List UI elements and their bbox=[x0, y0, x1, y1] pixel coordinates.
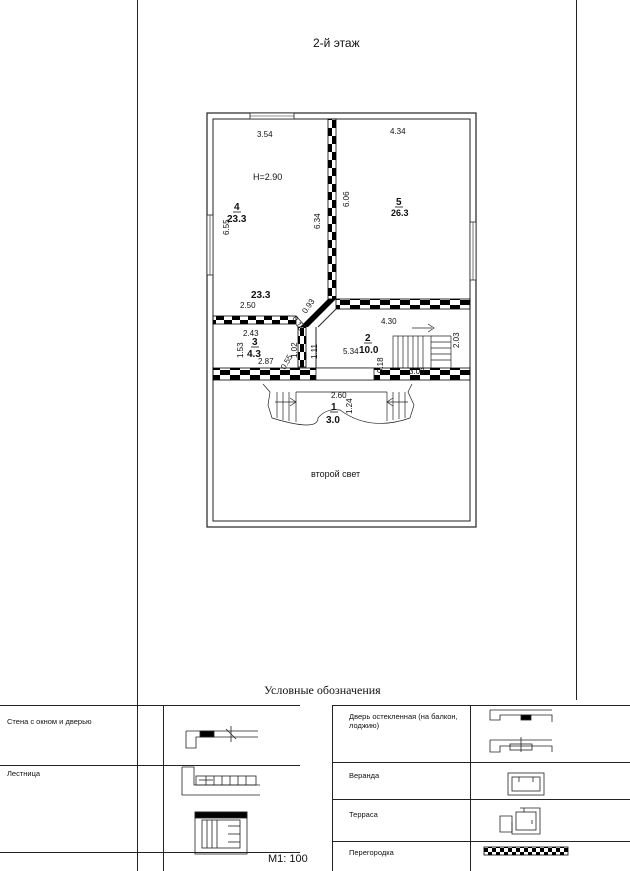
dim-2-87: 2.87 bbox=[258, 357, 274, 366]
legend-item-veranda: Веранда bbox=[349, 771, 380, 780]
dim-5-34: 5.34 bbox=[343, 347, 359, 356]
room-4-number: 4 bbox=[234, 202, 240, 213]
room-4-area-dup: 23.3 bbox=[251, 290, 271, 301]
legend-partition-icon bbox=[484, 847, 568, 855]
legend-item-glass-door: Дверь остекленная (на балкон, лоджию) bbox=[349, 712, 458, 730]
legend-item-wall: Стена с окном и дверью bbox=[7, 717, 92, 726]
dim-0-93: 0.93 bbox=[300, 297, 317, 316]
dim-0-18: 0.18 bbox=[376, 357, 385, 373]
dim-1-53: 1.53 bbox=[236, 342, 245, 358]
dim-0-15: 0.15 bbox=[290, 314, 306, 333]
dim-3-54: 3.54 bbox=[257, 130, 273, 139]
dim-0-55: 0.55 bbox=[278, 353, 295, 371]
partition-4-bottom bbox=[213, 316, 296, 324]
legend-terrace-icon bbox=[500, 808, 540, 834]
legend-veranda-icon bbox=[508, 773, 544, 795]
dim-1-24: 1.24 bbox=[345, 398, 354, 414]
stairs-room-2 bbox=[393, 324, 451, 368]
legend-item-terrace: Терраса bbox=[349, 810, 378, 819]
dim-6-34: 6.34 bbox=[313, 213, 322, 229]
dim-6-55: 6.55 bbox=[222, 219, 231, 235]
room-3-number: 3 bbox=[252, 337, 258, 348]
legend-item-stairs: Лестница bbox=[7, 769, 41, 778]
legend-item-partition: Перегородка bbox=[349, 848, 394, 857]
dim-4-30: 4.30 bbox=[381, 317, 397, 326]
room-2-number: 2 bbox=[365, 333, 371, 344]
dim-2-50: 2.50 bbox=[240, 301, 256, 310]
legend-glass-door-icon bbox=[490, 710, 552, 752]
room-2-area: 10.0 bbox=[359, 345, 379, 356]
legend-stairs-icon-2 bbox=[195, 812, 247, 854]
room-1-number: 1 bbox=[331, 402, 337, 413]
dim-2-03: 2.03 bbox=[452, 332, 461, 348]
legend-wall-icon bbox=[186, 726, 258, 748]
room-5-number: 5 bbox=[396, 197, 402, 208]
room-5-area: 26.3 bbox=[391, 208, 409, 218]
legend-title: Условные обозначения bbox=[264, 683, 381, 697]
partition-5-bottom bbox=[336, 299, 470, 309]
room-4-area: 23.3 bbox=[227, 214, 247, 225]
dim-3-00: 3.00 bbox=[409, 367, 425, 376]
second-light-label: второй свет bbox=[311, 469, 361, 479]
label-h: H=2.90 bbox=[253, 172, 283, 182]
room-1-area: 3.0 bbox=[326, 415, 340, 426]
dim-4-34: 4.34 bbox=[390, 127, 406, 136]
dim-1-11: 1.11 bbox=[310, 344, 319, 359]
legend-symbols bbox=[0, 700, 630, 871]
dim-6-06: 6.06 bbox=[342, 191, 351, 207]
partition-4-5 bbox=[328, 119, 336, 299]
room-3-area: 4.3 bbox=[247, 349, 261, 360]
scale-label: М1: 100 bbox=[268, 853, 308, 865]
dim-2-60: 2.60 bbox=[331, 391, 347, 400]
dim-2-43: 2.43 bbox=[243, 329, 259, 338]
legend-stairs-icon-1 bbox=[182, 767, 260, 795]
dim-1-02: 1.02 bbox=[290, 342, 299, 358]
page-title: 2-й этаж bbox=[313, 36, 360, 50]
